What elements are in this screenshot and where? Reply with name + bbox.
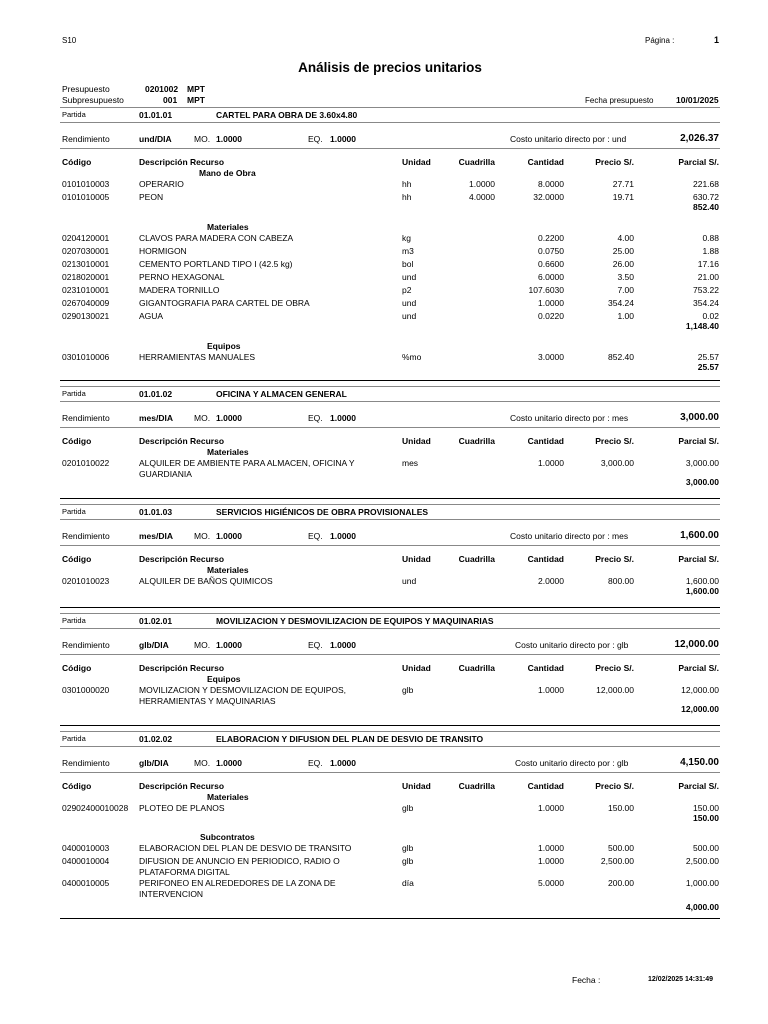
row-parcial: 12,000.00 bbox=[681, 685, 719, 695]
cost-value: 12,000.00 bbox=[674, 639, 719, 650]
presupuesto-label: Presupuesto bbox=[62, 84, 110, 94]
row-description: AGUA bbox=[139, 311, 164, 321]
row-parcial: 2,500.00 bbox=[685, 856, 719, 866]
eq-value: 1.0000 bbox=[330, 413, 356, 423]
row-cantidad: 6.0000 bbox=[538, 272, 564, 282]
group-title: Materiales bbox=[207, 565, 249, 575]
rendimiento-unit: mes/DIA bbox=[139, 413, 174, 423]
row-parcial: 354.24 bbox=[693, 298, 719, 308]
row-code: 0267040009 bbox=[62, 298, 110, 308]
group-subtotal: 3,000.00 bbox=[685, 477, 719, 487]
partida-top-rule bbox=[60, 731, 720, 732]
mo-value: 1.0000 bbox=[216, 413, 242, 423]
row-cantidad: 1.0000 bbox=[538, 298, 564, 308]
row-precio: 200.00 bbox=[608, 878, 634, 888]
row-description: MOVILIZACION Y DESMOVILIZACION DE EQUIPOS, HERRAMIENTAS Y MAQUINARIAS bbox=[139, 685, 347, 706]
row-parcial: 630.72 bbox=[693, 192, 719, 202]
partida-name-rule bbox=[60, 401, 720, 402]
partida-top-rule bbox=[60, 386, 720, 387]
cost-label: Costo unitario directo por : mes bbox=[510, 413, 629, 423]
col-codigo: Código bbox=[62, 781, 92, 791]
eq-label: EQ. bbox=[308, 758, 323, 768]
presupuesto-code: 0201002 bbox=[145, 84, 179, 94]
partida-name: CARTEL PARA OBRA DE 3.60x4.80 bbox=[216, 110, 358, 120]
row-cantidad: 32.0000 bbox=[533, 192, 564, 202]
row-code: 0400010004 bbox=[62, 856, 110, 866]
row-code: 02902400010028 bbox=[62, 803, 129, 813]
group-title: Materiales bbox=[207, 792, 249, 802]
partida-code: 01.01.01 bbox=[139, 110, 173, 120]
col-descripcion: Descripción Recurso bbox=[139, 554, 225, 564]
eq-value: 1.0000 bbox=[330, 758, 356, 768]
rendimiento-unit: glb/DIA bbox=[139, 640, 169, 650]
fecha-presupuesto-label: Fecha presupuesto bbox=[585, 96, 654, 105]
row-parcial: 500.00 bbox=[693, 843, 719, 853]
group-subtotal: 1,600.00 bbox=[685, 586, 719, 596]
row-unit: glb bbox=[402, 856, 414, 866]
row-cantidad: 1.0000 bbox=[538, 685, 564, 695]
row-unit: kg bbox=[402, 233, 411, 243]
row-description: PEON bbox=[139, 192, 164, 202]
row-cuadrilla: 4.0000 bbox=[469, 192, 495, 202]
cost-label: Costo unitario directo por : glb bbox=[515, 640, 629, 650]
cost-label: Costo unitario directo por : und bbox=[510, 134, 627, 144]
row-code: 0207030001 bbox=[62, 246, 110, 256]
row-unit: glb bbox=[402, 803, 414, 813]
row-parcial: 1,000.00 bbox=[685, 878, 719, 888]
row-unit: mes bbox=[402, 458, 419, 468]
subpresupuesto-name: MPT bbox=[187, 95, 205, 105]
row-code: 0204120001 bbox=[62, 233, 110, 243]
cost-value: 2,026.37 bbox=[680, 133, 719, 144]
footer-fecha-value: 12/02/2025 14:31:49 bbox=[648, 976, 713, 983]
group-title: Equipos bbox=[207, 674, 241, 684]
row-cantidad: 0.2200 bbox=[538, 233, 564, 243]
row-cantidad: 3.0000 bbox=[538, 352, 564, 362]
mo-value: 1.0000 bbox=[216, 134, 242, 144]
partida-end-rule bbox=[60, 380, 720, 381]
page-title: Análisis de precios unitarios bbox=[298, 60, 482, 75]
col-codigo: Código bbox=[62, 436, 92, 446]
row-code: 0213010001 bbox=[62, 259, 110, 269]
mo-label: MO. bbox=[194, 640, 211, 650]
group-subtotal: 25.57 bbox=[697, 362, 719, 372]
mo-label: MO. bbox=[194, 531, 211, 541]
col-cuadrilla: Cuadrilla bbox=[458, 663, 495, 673]
eq-label: EQ. bbox=[308, 134, 323, 144]
row-precio: 3,000.00 bbox=[600, 458, 634, 468]
row-unit: %mo bbox=[402, 352, 422, 362]
row-parcial: 221.68 bbox=[693, 179, 719, 189]
col-cuadrilla: Cuadrilla bbox=[458, 157, 495, 167]
cost-rule bbox=[60, 545, 720, 546]
partida-end-rule bbox=[60, 918, 720, 919]
page-label: Página : bbox=[645, 36, 675, 45]
partida-top-rule bbox=[60, 107, 720, 108]
rendimiento-unit: mes/DIA bbox=[139, 531, 174, 541]
rendimiento-unit: glb/DIA bbox=[139, 758, 169, 768]
cost-value: 1,600.00 bbox=[680, 530, 719, 541]
row-unit: hh bbox=[402, 192, 412, 202]
group-title: Subcontratos bbox=[200, 832, 255, 842]
col-cantidad: Cantidad bbox=[527, 157, 564, 167]
row-parcial: 1,600.00 bbox=[685, 576, 719, 586]
col-descripcion: Descripción Recurso bbox=[139, 157, 225, 167]
row-cantidad: 107.6030 bbox=[528, 285, 564, 295]
row-description: HORMIGON bbox=[139, 246, 187, 256]
row-parcial: 150.00 bbox=[693, 803, 719, 813]
row-cantidad: 0.6600 bbox=[538, 259, 564, 269]
fecha-presupuesto-value: 10/01/2025 bbox=[676, 95, 719, 105]
partida-end-rule bbox=[60, 498, 720, 499]
row-description: ALQUILER DE AMBIENTE PARA ALMACEN, OFICINA Y GUARDIANIA bbox=[139, 458, 355, 479]
row-cantidad: 1.0000 bbox=[538, 458, 564, 468]
rendimiento-label: Rendimiento bbox=[62, 413, 110, 423]
row-code: 0400010005 bbox=[62, 878, 110, 888]
col-unidad: Unidad bbox=[402, 554, 431, 564]
partida-name: ELABORACION Y DIFUSION DEL PLAN DE DESVIO DE TRANSITO bbox=[216, 734, 484, 744]
cost-label: Costo unitario directo por : glb bbox=[515, 758, 629, 768]
row-cantidad: 1.0000 bbox=[538, 843, 564, 853]
row-cantidad: 1.0000 bbox=[538, 856, 564, 866]
row-cantidad: 2.0000 bbox=[538, 576, 564, 586]
row-code: 0218020001 bbox=[62, 272, 110, 282]
partida-name-rule bbox=[60, 746, 720, 747]
mo-value: 1.0000 bbox=[216, 531, 242, 541]
col-parcial: Parcial S/. bbox=[678, 157, 719, 167]
row-unit: glb bbox=[402, 843, 414, 853]
partida-name: OFICINA Y ALMACEN GENERAL bbox=[216, 389, 347, 399]
row-code: 0301000020 bbox=[62, 685, 110, 695]
row-code: 0400010003 bbox=[62, 843, 110, 853]
system-label: S10 bbox=[62, 36, 77, 45]
partida-name-rule bbox=[60, 122, 720, 123]
group-subtotal: 1,148.40 bbox=[685, 321, 719, 331]
group-title: Mano de Obra bbox=[199, 168, 256, 178]
partida-top-rule bbox=[60, 613, 720, 614]
row-unit: m3 bbox=[402, 246, 414, 256]
row-unit: und bbox=[402, 272, 417, 282]
col-precio: Precio S/. bbox=[595, 554, 634, 564]
col-codigo: Código bbox=[62, 554, 92, 564]
row-unit: p2 bbox=[402, 285, 412, 295]
col-cuadrilla: Cuadrilla bbox=[458, 781, 495, 791]
mo-value: 1.0000 bbox=[216, 640, 242, 650]
partida-end-rule bbox=[60, 725, 720, 726]
row-description: HERRAMIENTAS MANUALES bbox=[139, 352, 256, 362]
row-cantidad: 5.0000 bbox=[538, 878, 564, 888]
group-subtotal: 852.40 bbox=[693, 202, 719, 212]
rendimiento-unit: und/DIA bbox=[139, 134, 172, 144]
footer-fecha-label: Fecha : bbox=[572, 975, 601, 985]
eq-value: 1.0000 bbox=[330, 640, 356, 650]
col-parcial: Parcial S/. bbox=[678, 554, 719, 564]
mo-label: MO. bbox=[194, 758, 211, 768]
mo-label: MO. bbox=[194, 413, 211, 423]
partida-name: MOVILIZACION Y DESMOVILIZACION DE EQUIPOS Y MAQUINARIAS bbox=[216, 616, 494, 626]
row-precio: 800.00 bbox=[608, 576, 634, 586]
row-unit: und bbox=[402, 298, 417, 308]
col-cantidad: Cantidad bbox=[527, 781, 564, 791]
row-code: 0101010005 bbox=[62, 192, 110, 202]
row-precio: 12,000.00 bbox=[596, 685, 634, 695]
col-precio: Precio S/. bbox=[595, 781, 634, 791]
subpresupuesto-label: Subpresupuesto bbox=[62, 95, 124, 105]
group-title: Equipos bbox=[207, 341, 241, 351]
row-parcial: 0.88 bbox=[702, 233, 719, 243]
partida-top-rule bbox=[60, 504, 720, 505]
row-description: MADERA TORNILLO bbox=[139, 285, 220, 295]
row-description: GIGANTOGRAFIA PARA CARTEL DE OBRA bbox=[139, 298, 310, 308]
row-code: 0201010022 bbox=[62, 458, 110, 468]
subpresupuesto-code: 001 bbox=[163, 95, 178, 105]
row-unit: bol bbox=[402, 259, 414, 269]
cost-value: 3,000.00 bbox=[680, 412, 719, 423]
row-precio: 1.00 bbox=[617, 311, 634, 321]
row-precio: 3.50 bbox=[617, 272, 634, 282]
partida-name-rule bbox=[60, 628, 720, 629]
cost-rule bbox=[60, 427, 720, 428]
mo-value: 1.0000 bbox=[216, 758, 242, 768]
eq-value: 1.0000 bbox=[330, 531, 356, 541]
cost-value: 4,150.00 bbox=[680, 757, 719, 768]
row-precio: 25.00 bbox=[612, 246, 634, 256]
row-cuadrilla: 1.0000 bbox=[469, 179, 495, 189]
row-parcial: 1.88 bbox=[702, 246, 719, 256]
cost-rule bbox=[60, 654, 720, 655]
row-description: PLOTEO DE PLANOS bbox=[139, 803, 225, 813]
row-parcial: 17.16 bbox=[697, 259, 719, 269]
row-unit: glb bbox=[402, 685, 414, 695]
row-precio: 354.24 bbox=[608, 298, 634, 308]
group-subtotal: 4,000.00 bbox=[685, 902, 719, 912]
col-descripcion: Descripción Recurso bbox=[139, 663, 225, 673]
row-precio: 4.00 bbox=[617, 233, 634, 243]
row-code: 0290130021 bbox=[62, 311, 110, 321]
row-parcial: 3,000.00 bbox=[685, 458, 719, 468]
row-precio: 19.71 bbox=[612, 192, 634, 202]
group-title: Materiales bbox=[207, 222, 249, 232]
col-precio: Precio S/. bbox=[595, 436, 634, 446]
partida-name: SERVICIOS HIGIÉNICOS DE OBRA PROVISIONALES bbox=[216, 507, 429, 517]
eq-label: EQ. bbox=[308, 640, 323, 650]
col-precio: Precio S/. bbox=[595, 157, 634, 167]
eq-value: 1.0000 bbox=[330, 134, 356, 144]
row-cantidad: 1.0000 bbox=[538, 803, 564, 813]
row-code: 0201010023 bbox=[62, 576, 110, 586]
col-codigo: Código bbox=[62, 157, 92, 167]
row-precio: 2,500.00 bbox=[600, 856, 634, 866]
partida-code: 01.02.02 bbox=[139, 734, 173, 744]
eq-label: EQ. bbox=[308, 413, 323, 423]
row-parcial: 753.22 bbox=[693, 285, 719, 295]
col-cantidad: Cantidad bbox=[527, 554, 564, 564]
col-cantidad: Cantidad bbox=[527, 436, 564, 446]
row-unit: und bbox=[402, 311, 417, 321]
page-number: 1 bbox=[714, 35, 720, 45]
col-parcial: Parcial S/. bbox=[678, 436, 719, 446]
group-subtotal: 150.00 bbox=[693, 813, 719, 823]
row-precio: 852.40 bbox=[608, 352, 634, 362]
row-precio: 26.00 bbox=[612, 259, 634, 269]
partida-code: 01.02.01 bbox=[139, 616, 173, 626]
partida-code: 01.01.03 bbox=[139, 507, 173, 517]
partida-label: Partida bbox=[62, 110, 86, 119]
row-code: 0231010001 bbox=[62, 285, 110, 295]
row-parcial: 21.00 bbox=[697, 272, 719, 282]
partida-label: Partida bbox=[62, 616, 86, 625]
row-precio: 500.00 bbox=[608, 843, 634, 853]
col-cantidad: Cantidad bbox=[527, 663, 564, 673]
row-description: CLAVOS PARA MADERA CON CABEZA bbox=[139, 233, 294, 243]
rendimiento-label: Rendimiento bbox=[62, 531, 110, 541]
rendimiento-label: Rendimiento bbox=[62, 758, 110, 768]
cost-label: Costo unitario directo por : mes bbox=[510, 531, 629, 541]
row-unit: und bbox=[402, 576, 417, 586]
row-description: ALQUILER DE BAÑOS QUIMICOS bbox=[139, 576, 273, 586]
col-parcial: Parcial S/. bbox=[678, 663, 719, 673]
row-code: 0301010006 bbox=[62, 352, 110, 362]
rendimiento-label: Rendimiento bbox=[62, 640, 110, 650]
mo-label: MO. bbox=[194, 134, 211, 144]
partida-label: Partida bbox=[62, 389, 86, 398]
col-unidad: Unidad bbox=[402, 781, 431, 791]
cost-rule bbox=[60, 772, 720, 773]
presupuesto-name: MPT bbox=[187, 84, 205, 94]
row-cantidad: 0.0750 bbox=[538, 246, 564, 256]
col-cuadrilla: Cuadrilla bbox=[458, 554, 495, 564]
group-title: Materiales bbox=[207, 447, 249, 457]
partida-label: Partida bbox=[62, 507, 86, 516]
partida-code: 01.01.02 bbox=[139, 389, 173, 399]
eq-label: EQ. bbox=[308, 531, 323, 541]
row-parcial: 0.02 bbox=[702, 311, 719, 321]
group-subtotal: 12,000.00 bbox=[681, 704, 719, 714]
col-cuadrilla: Cuadrilla bbox=[458, 436, 495, 446]
row-unit: día bbox=[402, 878, 414, 888]
col-precio: Precio S/. bbox=[595, 663, 634, 673]
row-description: OPERARIO bbox=[139, 179, 184, 189]
row-precio: 27.71 bbox=[612, 179, 634, 189]
col-codigo: Código bbox=[62, 663, 92, 673]
col-descripcion: Descripción Recurso bbox=[139, 436, 225, 446]
col-unidad: Unidad bbox=[402, 436, 431, 446]
col-descripcion: Descripción Recurso bbox=[139, 781, 225, 791]
row-description: DIFUSION DE ANUNCIO EN PERIODICO, RADIO O PLATAFORMA DIGITAL bbox=[139, 856, 340, 877]
partida-name-rule bbox=[60, 519, 720, 520]
row-precio: 150.00 bbox=[608, 803, 634, 813]
row-description: ELABORACION DEL PLAN DE DESVIO DE TRANSITO bbox=[139, 843, 352, 853]
row-parcial: 25.57 bbox=[697, 352, 719, 362]
row-description: PERIFONEO EN ALREDEDORES DE LA ZONA DE INTERVENCION bbox=[139, 878, 336, 899]
row-description: CEMENTO PORTLAND TIPO I (42.5 kg) bbox=[139, 259, 293, 269]
row-description: PERNO HEXAGONAL bbox=[139, 272, 225, 282]
col-unidad: Unidad bbox=[402, 663, 431, 673]
row-precio: 7.00 bbox=[617, 285, 634, 295]
partida-label: Partida bbox=[62, 734, 86, 743]
col-parcial: Parcial S/. bbox=[678, 781, 719, 791]
row-cantidad: 8.0000 bbox=[538, 179, 564, 189]
row-code: 0101010003 bbox=[62, 179, 110, 189]
col-unidad: Unidad bbox=[402, 157, 431, 167]
partida-end-rule bbox=[60, 607, 720, 608]
rendimiento-label: Rendimiento bbox=[62, 134, 110, 144]
row-unit: hh bbox=[402, 179, 412, 189]
row-cantidad: 0.0220 bbox=[538, 311, 564, 321]
cost-rule bbox=[60, 148, 720, 149]
